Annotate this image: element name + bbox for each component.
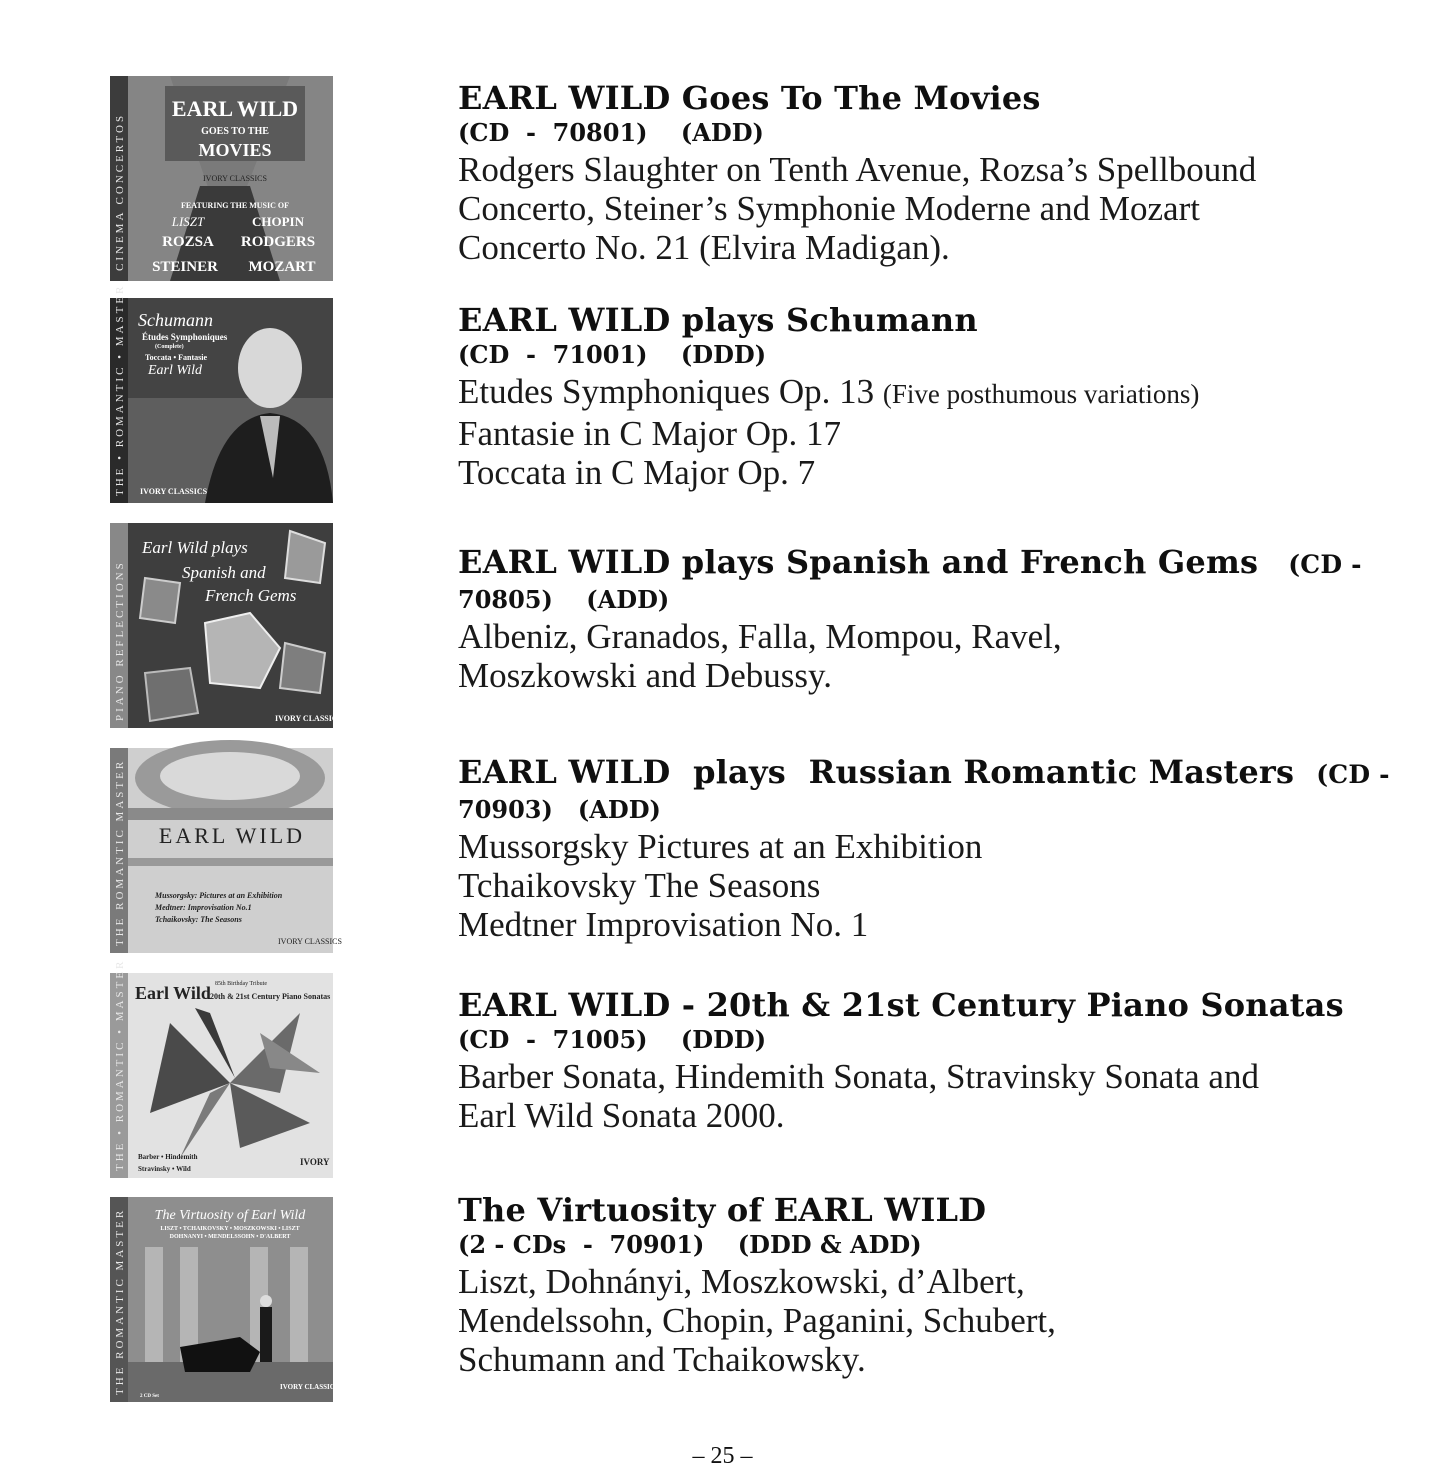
cover-line-3: (Complete) [155, 344, 184, 350]
album-catalog: 70903) (ADD) [458, 795, 661, 824]
album-cover-russian [110, 748, 342, 953]
album-title: EARL WILD - 20th & 21st Century Piano Sonatas [458, 986, 1344, 1024]
album-catalog: (2 - CDs - 70901) (DDD & ADD) [458, 1230, 922, 1259]
album-title-text: EARL WILD plays Russian Romantic Masters [458, 753, 1295, 791]
cover-line-5: Stravinsky • Wild [138, 1165, 191, 1173]
cover-line-3: French Gems [205, 586, 297, 605]
cover-spine-text: THE • ROMANTIC • MASTER [114, 958, 126, 1171]
cover-label: IVORY CLASSICS [203, 174, 267, 183]
cover-line-2: Études Symphoniques [142, 332, 228, 342]
cover-name: ROZSA [162, 234, 214, 250]
album-description-line: Moszkowski and Debussy. [458, 656, 832, 695]
album-description-line: Schumann and Tchaikowsky. [458, 1340, 866, 1379]
album-description-line: Fantasie in C Major Op. 17 [458, 414, 842, 453]
album-catalog-inline: (CD - [1316, 760, 1390, 789]
cover-featuring: FEATURING THE MUSIC OF [181, 201, 289, 210]
cover-spine-text: THE ROMANTIC MASTER [114, 1207, 126, 1395]
cover-name: LISZT [171, 214, 205, 229]
cover-line-1: EARL WILD [171, 96, 299, 121]
cover-name: RODGERS [240, 234, 316, 250]
cover-line-2: 85th Birthday Tribute [215, 981, 268, 987]
cover-line-2: Mussorgsky: Pictures at an Exhibition [155, 891, 283, 900]
album-catalog: 70805) (ADD) [458, 585, 670, 614]
album-description-line: Earl Wild Sonata 2000. [458, 1096, 785, 1135]
album-description-line: Mendelssohn, Chopin, Paganini, Schubert, [458, 1301, 1056, 1340]
album-description-line: Mussorgsky Pictures at an Exhibition [458, 827, 983, 866]
cover-label: IVORY CLASSICS [140, 487, 208, 496]
cover-set-label: 2 CD Set [140, 1394, 159, 1399]
album-catalog-inline: (CD - [1288, 550, 1362, 579]
album-description-note: (Five posthumous variations) [882, 379, 1200, 409]
album-catalog: (CD - 71001) (DDD) [458, 340, 767, 369]
album-description-line: Liszt, Dohnányi, Moszkowski, d’Albert, [458, 1262, 1025, 1301]
album-catalog: (CD - 71005) (DDD) [458, 1025, 767, 1054]
album-cover-sonatas [110, 958, 333, 1178]
cover-line-2: LISZT • TCHAIKOVSKY • MOSZKOWSKI • LISZT [160, 1226, 300, 1232]
album-description-line [458, 372, 1358, 414]
cover-label: IVORY [300, 1157, 330, 1167]
album-description-line: Medtner Improvisation No. 1 [458, 905, 869, 944]
cover-name: STEINER [152, 259, 218, 275]
cover-line-1: Schumann [138, 310, 213, 330]
cover-line-3: Medtner: Improvisation No.1 [155, 903, 252, 912]
cover-spine-text: CINEMA CONCERTOS [114, 112, 126, 271]
album-title: EARL WILD plays Schumann [458, 301, 978, 339]
cover-line-5: Earl Wild [148, 363, 203, 378]
cover-name: MOZART [248, 259, 316, 275]
cover-line-3: MOVIES [198, 140, 272, 160]
album-description-line: Albeniz, Granados, Falla, Mompou, Ravel, [458, 617, 1062, 656]
cover-line-2: GOES TO THE [201, 126, 269, 137]
album-title [458, 543, 1362, 583]
album-description-line: Tchaikovsky The Seasons [458, 866, 821, 905]
cover-line-1: Earl Wild plays [142, 538, 248, 557]
cover-spine-text: THE ROMANTIC MASTER [114, 758, 126, 946]
cover-name: CHOPIN [252, 214, 304, 229]
album-description-text: Etudes Symphoniques Op. 13 [458, 372, 875, 411]
cover-line-2: Spanish and [182, 563, 266, 582]
album-description-line: Toccata in C Major Op. 7 [458, 453, 816, 492]
cover-line-1: The Virtuosity of Earl Wild [154, 1208, 306, 1223]
cover-line-3: DOHNANYI • MENDELSSOHN • D'ALBERT [169, 1234, 291, 1240]
album-description-line: Barber Sonata, Hindemith Sonata, Stravinsky Sonata and [458, 1057, 1259, 1096]
cover-line-1: EARL WILD [158, 823, 306, 848]
cover-line-4: Toccata • Fantasie [145, 353, 208, 362]
album-description-line: Concerto No. 21 (Elvira Madigan). [458, 228, 950, 267]
album-cover-virtuosity [110, 1197, 339, 1402]
album-cover-movies [110, 76, 333, 281]
page-number: – 25 – [692, 1443, 753, 1469]
album-description-line: Rodgers Slaughter on Tenth Avenue, Rozsa’s Spellbound [458, 150, 1257, 189]
album-title [458, 753, 1390, 793]
album-title-text: EARL WILD plays Spanish and French Gems [458, 543, 1259, 581]
album-title: EARL WILD Goes To The Movies [458, 79, 1041, 117]
cover-line-3: 20th & 21st Century Piano Sonatas [210, 992, 331, 1001]
album-title: The Virtuosity of EARL WILD [458, 1191, 987, 1229]
cover-line-4: Barber • Hindemith [138, 1153, 198, 1161]
cover-label: IVORY CLASSICS [280, 1383, 339, 1391]
cover-spine-text: THE • ROMANTIC • MASTER [114, 283, 126, 496]
album-catalog: (CD - 70801) (ADD) [458, 118, 764, 147]
cover-line-4: Tchaikovsky: The Seasons [155, 915, 242, 924]
album-cover-spanish-french [110, 523, 343, 728]
album-description-line: Concerto, Steiner’s Symphonie Moderne and Mozart [458, 189, 1200, 228]
cover-label: IVORY CLASSICS [278, 937, 342, 946]
album-cover-schumann [110, 283, 333, 503]
cover-label: IVORY CLASSICS [275, 714, 343, 723]
cover-spine-text: PIANO REFLECTIONS [114, 560, 126, 721]
cover-line-1: Earl Wild [135, 983, 211, 1003]
